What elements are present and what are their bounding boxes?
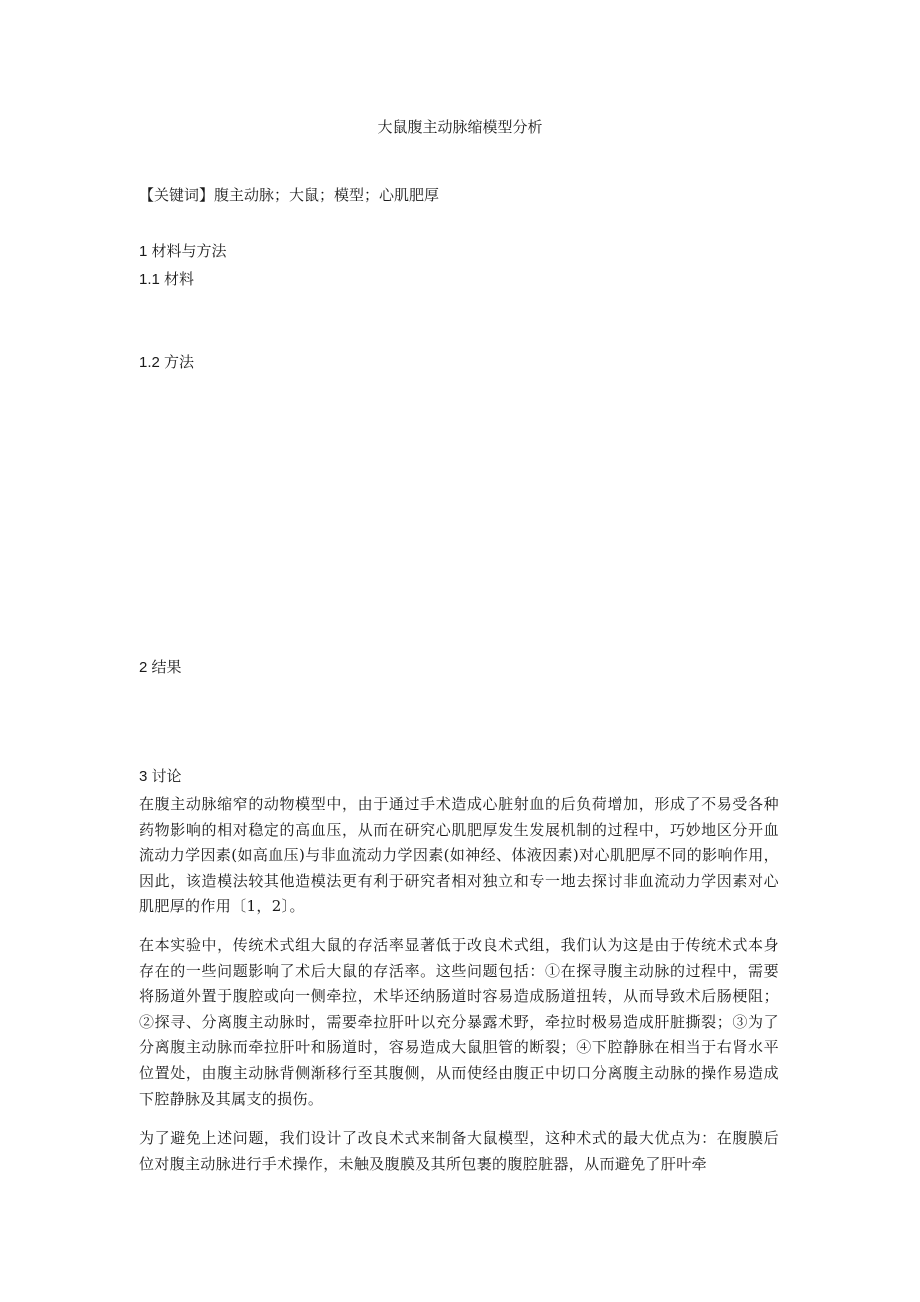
document-title: 大鼠腹主动脉缩模型分析: [377, 118, 543, 136]
discussion-paragraph-3: 为了避免上述问题，我们设计了改良术式来制备大鼠模型，这种术式的最大优点为：在腹膜后位对腹主动脉进行手术操作，未触及腹膜及其所包裹的腹腔脏器，从而避免了肝叶牵: [139, 1129, 779, 1173]
section-heading-methods: 1.2 方法: [139, 354, 195, 371]
discussion-paragraph-2: 在本实验中，传统术式组大鼠的存活率显著低于改良术式组，我们认为这是由于传统术式本身存在的一些问题影响了术后大鼠的存活率。这些问题包括：①在探寻腹主动脉的过程中，需要将肠道外置于腹腔或向一侧牵拉，术毕还纳肠道时容易造成肠道扭转，从而导致术后肠梗阻；②探寻、分离腹主动脉时，需要牵拉肝叶以充分暴露术野，牵拉时极易造成肝脏撕裂；③为了分离腹主动脉而牵拉肝叶和肠道时，容易造成大鼠胆管的断裂；④下腔静脉在相当于右肾水平位置处，由腹主动脉背侧渐移行至其腹侧，从而使经由腹正中切口分离腹主动脉的操作易造成下腔静脉及其属支的损伤。: [139, 936, 779, 1108]
discussion-paragraph-1: 在腹主动脉缩窄的动物模型中，由于通过手术造成心脏射血的后负荷增加，形成了不易受各种药物影响的相对稳定的高血压，从而在研究心肌肥厚发生发展机制的过程中，巧妙地区分开血流动力学因素(如高血压)与非血流动力学因素(如神经、体液因素)对心肌肥厚不同的影响作用，因此，该造模法较其他造模法更有利于研究者相对独立和专一地去探讨非血流动力学因素对心肌肥厚的作用〔1，2〕。: [139, 795, 779, 916]
keywords-line: 【关键词】腹主动脉；大鼠；模型；心肌肥厚: [139, 186, 440, 204]
section-heading-discussion: 3 讨论: [139, 768, 182, 785]
section-heading-results: 2 结果: [139, 659, 182, 676]
section-heading-materials-methods: 1 材料与方法: [139, 243, 227, 260]
section-heading-materials: 1.1 材料: [139, 271, 195, 288]
